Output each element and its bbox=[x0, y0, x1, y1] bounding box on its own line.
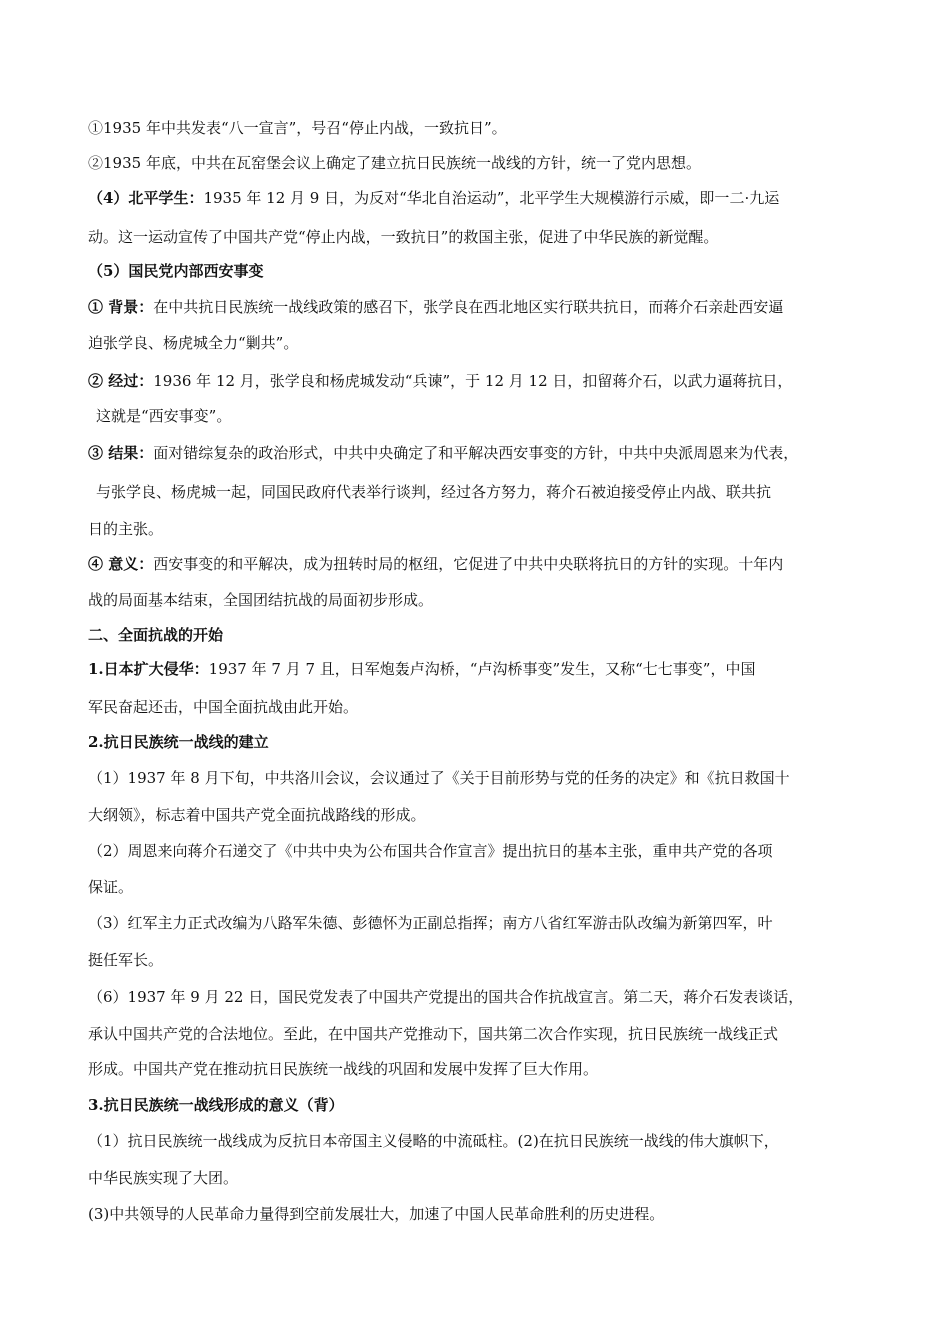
text-line: 中华民族实现了大团。 bbox=[88, 1169, 239, 1187]
text-line: （3）红军主力正式改编为八路军朱德、彭德怀为正副总指挥；南方八省红军游击队改编为新第四军，叶 bbox=[88, 914, 773, 932]
text-line: 动。这一运动宣传了中国共产党“停止内战，一致抗日”的救国主张，促进了中华民族的新觉醒。 bbox=[88, 228, 719, 246]
bold-heading: ② 经过： bbox=[88, 372, 154, 390]
text-line: ④ 意义：西安事变的和平解决，成为扭转时局的枢纽，它促进了中共中央联将抗日的方针的实现。十年内 bbox=[88, 555, 784, 573]
section-heading: （5）国民党内部西安事变 bbox=[88, 262, 264, 280]
text-line: (3)中共领导的人民革命力量得到空前发展壮大，加速了中国人民革命胜利的历史进程。 bbox=[88, 1205, 665, 1223]
text-line: ② 经过：1936 年 12 月，张学良和杨虎城发动“兵谏”，于 12 月 12 日，扣留蒋介石，以武力逼蒋抗日， bbox=[88, 372, 793, 390]
text-line: （2）周恩来向蒋介石递交了《中共中央为公布国共合作宣言》提出抗日的基本主张，重申共产党的各项 bbox=[88, 842, 773, 860]
text-line: 日的主张。 bbox=[88, 520, 164, 538]
bold-heading: 1.日本扩大侵华： bbox=[88, 660, 209, 678]
text-line: 迫张学良、杨虎城全力“剿共”。 bbox=[88, 334, 299, 352]
bold-heading: ③ 结果： bbox=[88, 444, 154, 462]
bold-heading: ① 背景： bbox=[88, 298, 154, 316]
text-line: （1）1937 年 8 月下旬，中共洛川会议，会议通过了《关于目前形势与党的任务的决定》和《抗日救国十 bbox=[88, 769, 790, 787]
text-line: ①1935 年中共发表“八一宣言”，号召“停止内战，一致抗日”。 bbox=[88, 119, 507, 137]
section-heading: 二、全面抗战的开始 bbox=[88, 626, 224, 644]
text-line: （6）1937 年 9 月 22 日，国民党发表了中国共产党提出的国共合作抗战宣言。第二天，蒋介石发表谈话， bbox=[88, 988, 804, 1006]
text-line: 保证。 bbox=[88, 878, 134, 896]
text-line: ③ 结果：面对错综复杂的政治形式，中共中央确定了和平解决西安事变的方针，中共中央派周恩来为代表， bbox=[88, 444, 799, 462]
text-line: 1.日本扩大侵华：1937 年 7 月 7 且，日军炮轰卢沟桥，“卢沟桥事变”发生，又称“七七事变”，中国 bbox=[88, 660, 756, 678]
text-line: （4）北平学生：1935 年 12 月 9 日，为反对“华北自治运动”，北平学生大规模游行示威，即一二·九运 bbox=[88, 189, 780, 207]
text-line: 战的局面基本结束，全国团结抗战的局面初步形成。 bbox=[88, 591, 434, 609]
text-line: 这就是“西安事变”。 bbox=[96, 407, 232, 425]
text-line: 承认中国共产党的合法地位。至此，在中国共产党推动下，国共第二次合作实现，抗日民族统一战线正式 bbox=[88, 1025, 779, 1043]
section-heading: 2.抗日民族统一战线的建立 bbox=[88, 733, 269, 751]
text-line: 与张学良、杨虎城一起，同国民政府代表举行谈判，经过各方努力，蒋介石被迫接受停止内战、联共抗 bbox=[96, 483, 772, 501]
text-line: 形成。中国共产党在推动抗日民族统一战线的巩固和发展中发挥了巨大作用。 bbox=[88, 1060, 599, 1078]
text-line: 大纲领》，标志着中国共产党全面抗战路线的形成。 bbox=[88, 806, 426, 824]
text-line: 挺任军长。 bbox=[88, 951, 164, 969]
text-line: ① 背景：在中共抗日民族统一战线政策的感召下，张学良在西北地区实行联共抗日，而蒋介石亲赴西安逼 bbox=[88, 298, 784, 316]
bold-heading: ④ 意义： bbox=[88, 555, 154, 573]
bold-heading: （4）北平学生： bbox=[88, 189, 204, 207]
text-line: （1）抗日民族统一战线成为反抗日本帝国主义侵略的中流砥柱。(2)在抗日民族统一战线的伟大旗帜下， bbox=[88, 1132, 779, 1150]
section-heading: 3.抗日民族统一战线形成的意义（背） bbox=[88, 1096, 344, 1114]
text-line: 军民奋起还击，中国全面抗战由此开始。 bbox=[88, 698, 359, 716]
text-line: ②1935 年底，中共在瓦窑堡会议上确定了建立抗日民族统一战线的方针，统一了党内思想。 bbox=[88, 154, 701, 172]
